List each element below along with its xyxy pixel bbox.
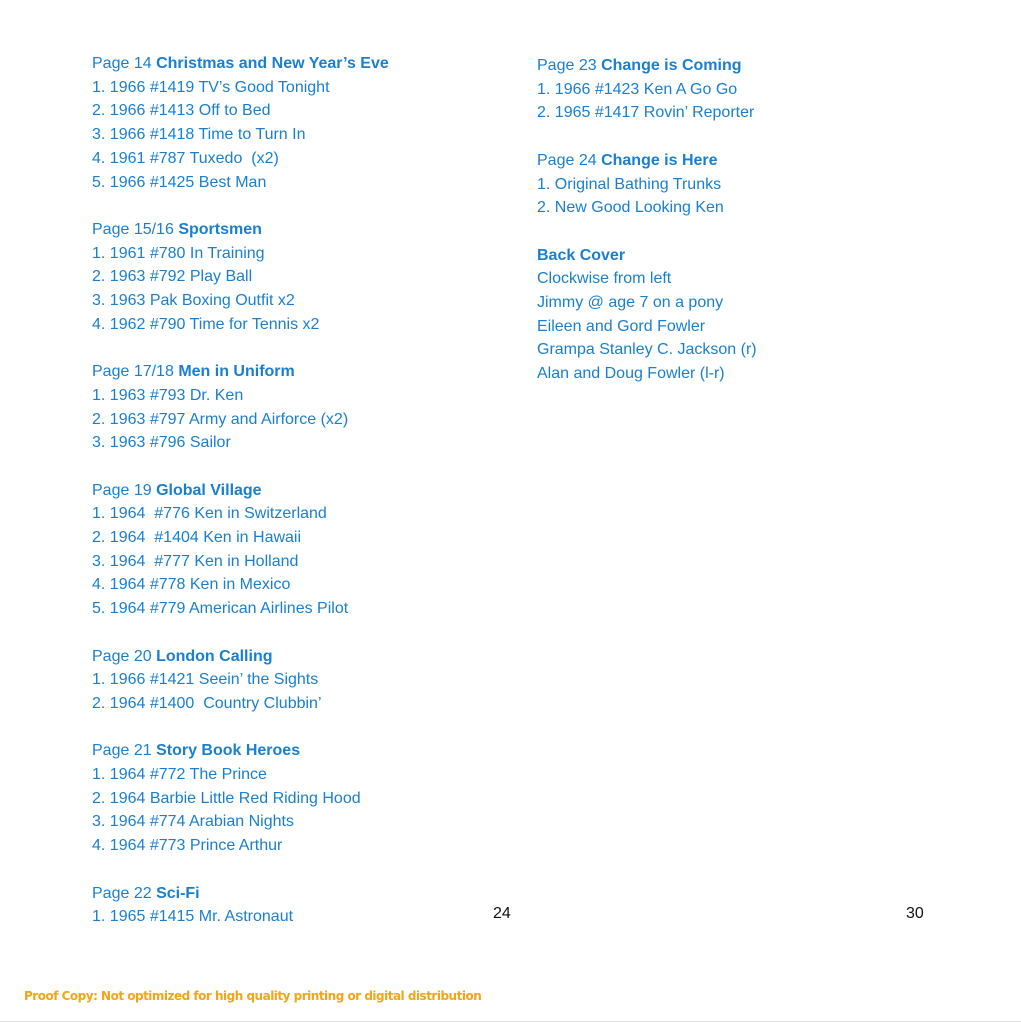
- list-item: Eileen and Gord Fowler: [537, 317, 706, 335]
- section-page-ref: Page 22: [92, 884, 152, 902]
- list-item: 2. 1964 #1400 Country Clubbin’: [92, 694, 322, 712]
- list-item: 3. 1964 #774 Arabian Nights: [92, 813, 294, 831]
- list-item: 2. 1965 #1417 Rovin’ Reporter: [537, 104, 755, 122]
- list-item: 4. 1964 #773 Prince Arthur: [92, 837, 283, 855]
- section-title: Change is Coming: [601, 57, 742, 74]
- section-title: Back Cover: [537, 246, 626, 264]
- section-title: London Calling: [156, 647, 273, 665]
- toc-section: [92, 218, 492, 337]
- toc-section: [92, 52, 492, 194]
- bottom-divider: [0, 1021, 1021, 1022]
- toc-section: [537, 54, 937, 125]
- section-page-ref: Page 21: [92, 742, 152, 760]
- section-heading: [92, 645, 492, 669]
- proof-copy-notice: Proof Copy: Not optimized for high quality printing or digital distribution: [24, 989, 482, 1003]
- list-item: 1. Original Bathing Trunks: [537, 175, 722, 193]
- list-item: 1. 1964 #776 Ken in Switzerland: [92, 505, 327, 523]
- section-title: Sci-Fi: [156, 884, 200, 902]
- list-item: 2. 1964 Barbie Little Red Riding Hood: [92, 789, 361, 807]
- right-column: [537, 54, 937, 410]
- list-item: 3. 1963 #796 Sailor: [92, 434, 231, 452]
- list-item: 1. 1964 #772 The Prince: [92, 766, 267, 784]
- section-title: Christmas and New Year’s Eve: [156, 55, 389, 72]
- section-title: Story Book Heroes: [156, 742, 301, 760]
- list-item: Clockwise from left: [537, 270, 672, 288]
- toc-section: [92, 479, 492, 621]
- section-page-ref: Page 23: [537, 57, 597, 74]
- list-item: 5. 1966 #1425 Best Man: [92, 173, 267, 191]
- list-item: Alan and Doug Fowler (l-r): [537, 365, 725, 383]
- section-title: Global Village: [156, 481, 262, 499]
- section-title: Men in Uniform: [178, 363, 295, 381]
- toc-section: [92, 739, 492, 858]
- list-item: 3. 1966 #1418 Time to Turn In: [92, 126, 306, 144]
- list-item: 1. 1966 #1421 Seein’ the Sights: [92, 671, 319, 689]
- list-item: Jimmy @ age 7 on a pony: [537, 294, 724, 311]
- toc-section: [92, 882, 492, 929]
- list-item: 2. 1963 #797 Army and Airforce (x2): [92, 410, 349, 428]
- page-number-right: 30: [906, 905, 924, 922]
- section-page-ref: Page 14: [92, 55, 152, 72]
- section-heading: [537, 244, 937, 268]
- section-heading: [92, 52, 492, 76]
- toc-section: [92, 360, 492, 455]
- list-item: 1. 1966 #1423 Ken A Go Go: [537, 80, 738, 98]
- list-item: 2. 1966 #1413 Off to Bed: [92, 102, 271, 120]
- section-heading: [92, 360, 492, 384]
- list-item: 4. 1961 #787 Tuxedo (x2): [92, 149, 279, 167]
- list-item: 5. 1964 #779 American Airlines Pilot: [92, 600, 349, 618]
- section-heading: [537, 54, 937, 78]
- toc-section: [537, 244, 937, 386]
- toc-section: [537, 149, 937, 220]
- section-page-ref: Page 20: [92, 647, 152, 665]
- list-item: 1. 1963 #793 Dr. Ken: [92, 386, 244, 404]
- list-item: 1. 1966 #1419 TV’s Good Tonight: [92, 78, 330, 96]
- list-item: 4. 1964 #778 Ken in Mexico: [92, 576, 291, 594]
- page-number-left: 24: [493, 905, 511, 922]
- list-item: 3. 1963 Pak Boxing Outfit x2: [92, 292, 295, 310]
- section-page-ref: Page 15/16: [92, 220, 174, 238]
- section-page-ref: Page 24: [537, 151, 597, 169]
- list-item: 1. 1965 #1415 Mr. Astronaut: [92, 908, 294, 926]
- list-item: Grampa Stanley C. Jackson (r): [537, 341, 757, 359]
- section-title: Change is Here: [601, 151, 718, 169]
- section-title: Sportsmen: [178, 220, 262, 238]
- section-heading: [92, 882, 492, 906]
- list-item: 2. 1964 #1404 Ken in Hawaii: [92, 529, 302, 547]
- section-page-ref: Page 19: [92, 481, 152, 499]
- list-item: 2. 1963 #792 Play Ball: [92, 268, 253, 286]
- section-heading: [92, 739, 492, 763]
- list-item: 2. New Good Looking Ken: [537, 199, 724, 217]
- section-heading: [92, 479, 492, 503]
- list-item: 3. 1964 #777 Ken in Holland: [92, 552, 299, 570]
- section-page-ref: Page 17/18: [92, 363, 174, 381]
- toc-section: [92, 645, 492, 716]
- section-heading: [92, 218, 492, 242]
- list-item: 1. 1961 #780 In Training: [92, 244, 265, 262]
- list-item: 4. 1962 #790 Time for Tennis x2: [92, 315, 320, 333]
- left-column: [92, 52, 492, 953]
- section-heading: [537, 149, 937, 173]
